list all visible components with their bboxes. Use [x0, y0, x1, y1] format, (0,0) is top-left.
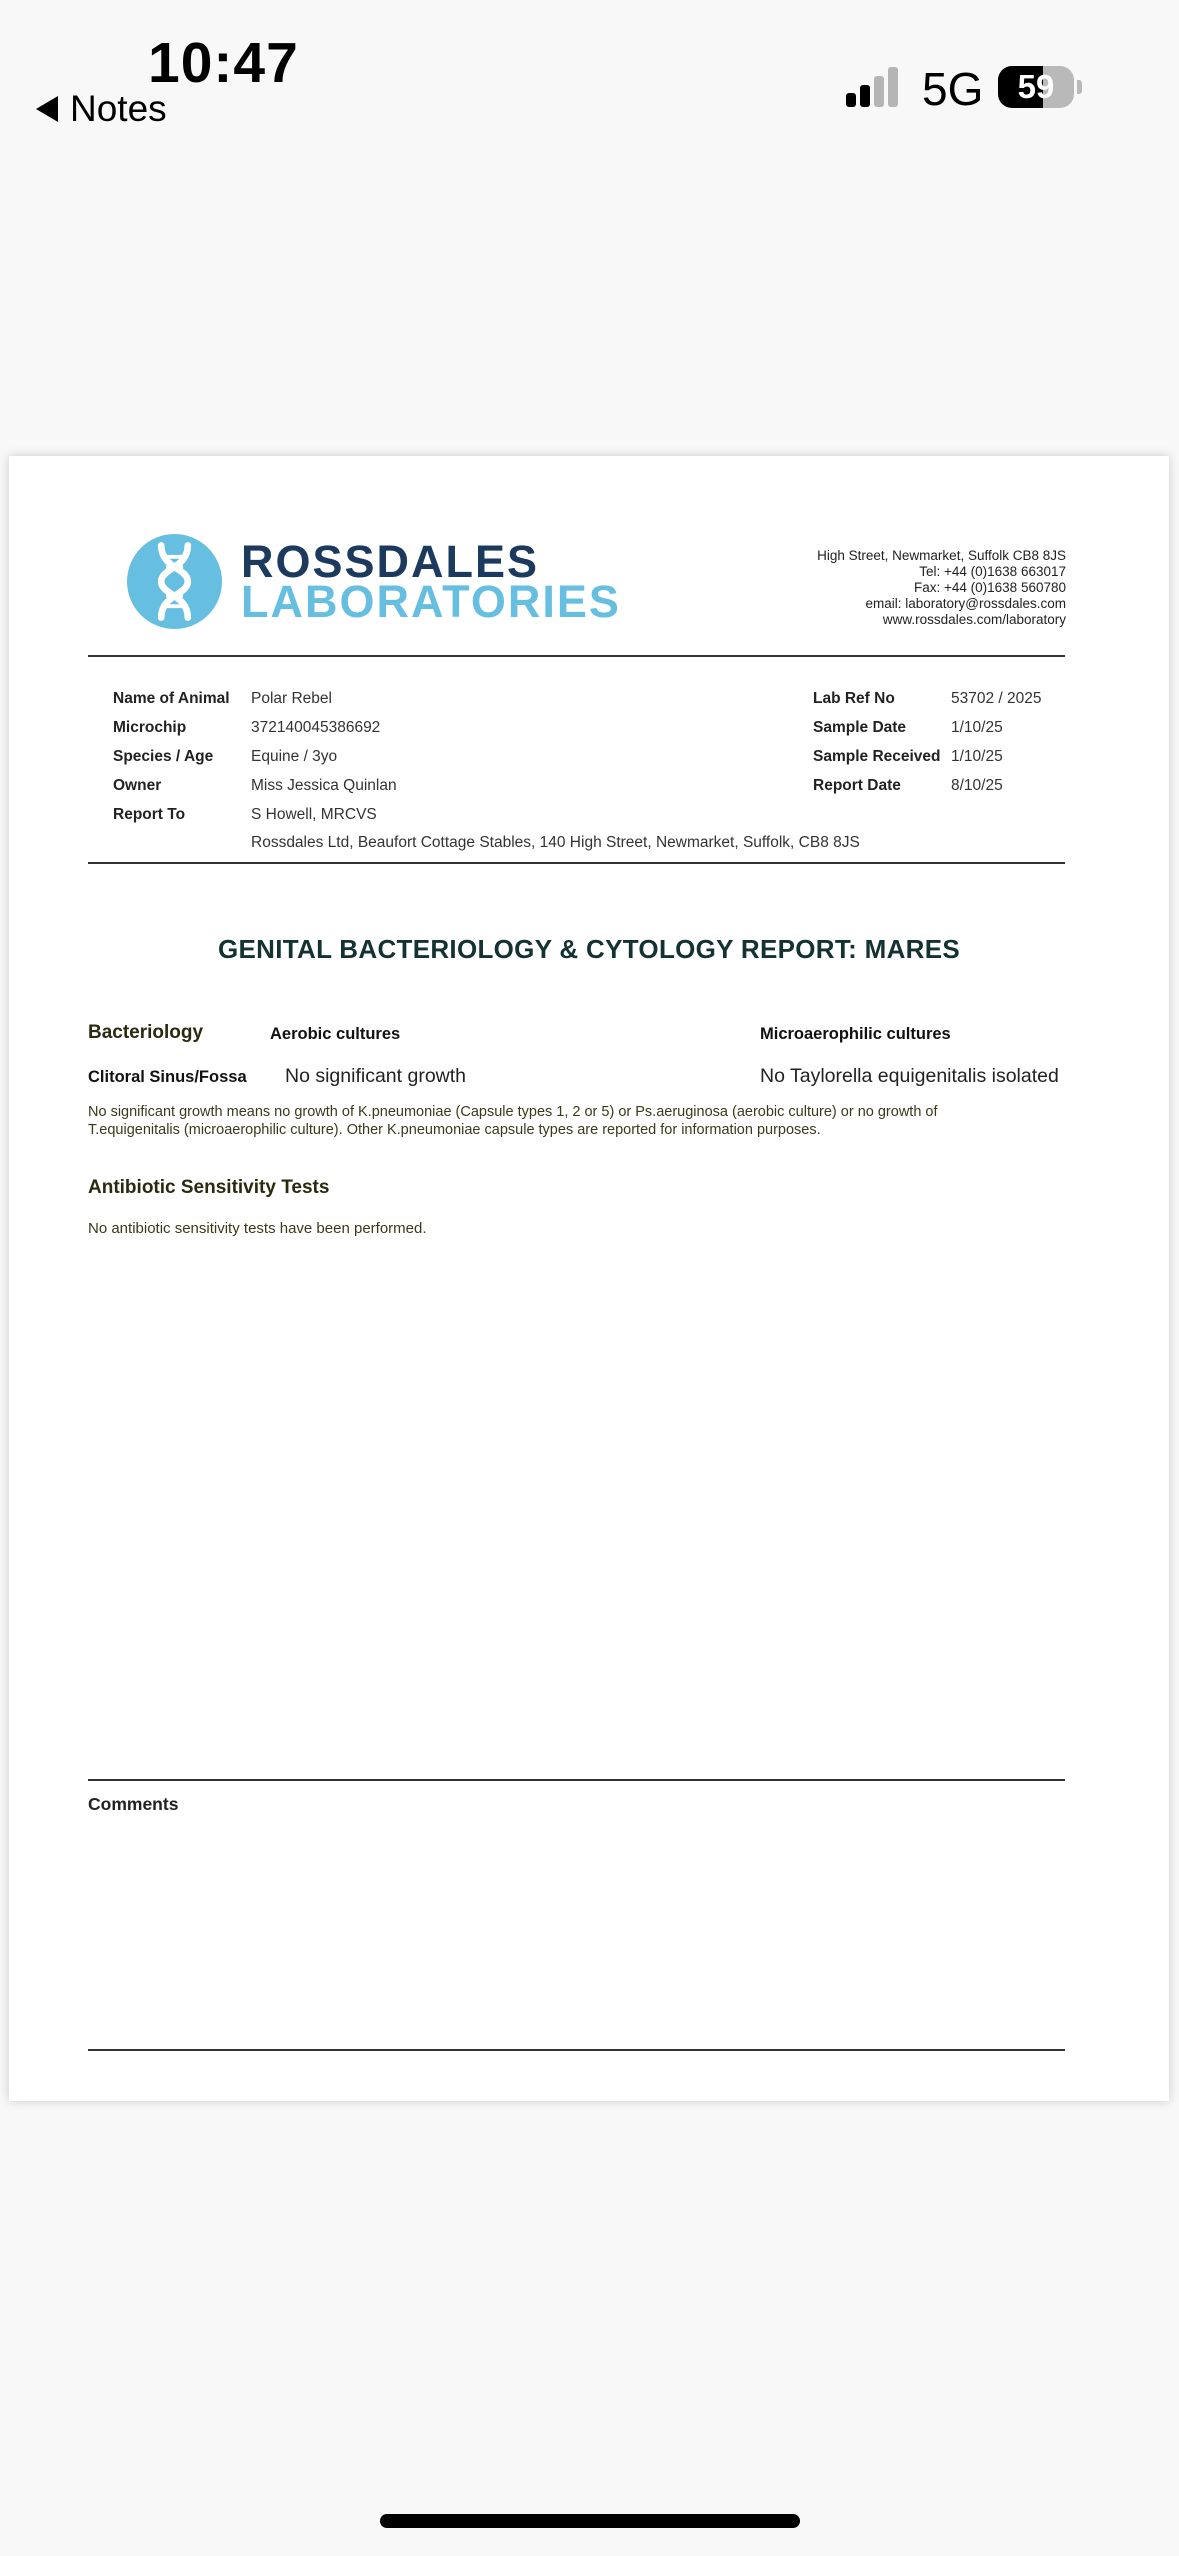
report-title: GENITAL BACTERIOLOGY & CYTOLOGY REPORT: MARES [217, 934, 961, 964]
report-date-value: 8/10/25 [951, 777, 1003, 794]
report-page [9, 456, 1169, 2101]
back-label: Notes [70, 88, 167, 129]
address-line: High Street, Newmarket, Suffolk CB8 8JS [817, 548, 1066, 563]
comments-heading: Comments [88, 1794, 179, 1814]
battery-nub [1077, 80, 1082, 94]
species-value: Equine / 3yo [251, 748, 338, 765]
info-divider [88, 862, 1065, 864]
microchip-value: 372140045386692 [251, 719, 381, 736]
lab-address [817, 548, 1066, 628]
animal-name: Polar Rebel [251, 690, 332, 707]
header-divider [88, 655, 1065, 657]
report-to-value: S Howell, MRCVS [251, 806, 377, 823]
network-type: 5G [922, 63, 984, 115]
name-label: Name of Animal [113, 690, 230, 707]
brand-subtitle: LABORATORIES [241, 576, 621, 627]
lab-ref-value: 53702 / 2025 [951, 690, 1042, 707]
address-email[interactable]: email: laboratory@rossdales.com [865, 596, 1066, 611]
address-website[interactable]: www.rossdales.com/laboratory [882, 612, 1066, 627]
aerobic-header: Aerobic cultures [270, 1025, 401, 1043]
owner-label: Owner [113, 777, 162, 794]
note-line: No significant growth means no growth of K.pneumoniae (Capsule types 1, 2 or 5) or Ps.aeruginosa (aerobic culture) or no growth of [88, 1104, 938, 1120]
antibiotic-text: No antibiotic sensitivity tests have been performed. [88, 1220, 427, 1237]
back-arrow-icon [36, 96, 58, 122]
sample-received-label: Sample Received [813, 748, 941, 765]
address-fax: Fax: +44 (0)1638 560780 [914, 580, 1066, 595]
note-line: T.equigenitalis (microaerophilic culture). Other K.pneumoniae capsule types are reported for information purposes. [88, 1122, 821, 1138]
sample-received-value: 1/10/25 [951, 748, 1003, 765]
back-to-notes-button[interactable] [36, 88, 167, 130]
bacteriology-heading: Bacteriology [88, 1022, 204, 1043]
comments-divider [88, 1779, 1065, 1781]
microchip-label: Microchip [113, 719, 187, 736]
status-time: 10:47 [148, 31, 299, 95]
species-label: Species / Age [113, 748, 214, 765]
antibiotic-heading: Antibiotic Sensitivity Tests [88, 1177, 330, 1198]
battery-percent: 59 [1017, 68, 1055, 105]
microaerophilic-header: Microaerophilic cultures [760, 1025, 951, 1043]
microaerophilic-result: No Taylorella equigenitalis isolated [760, 1065, 1059, 1087]
dna-helix-icon [127, 534, 222, 629]
address-phone: Tel: +44 (0)1638 663017 [919, 564, 1066, 579]
report-to-label: Report To [113, 806, 186, 823]
bacteriology-note [88, 1103, 1048, 1139]
brand-name: ROSSDALES [241, 536, 540, 587]
report-to-address: Rossdales Ltd, Beaufort Cottage Stables, 140 High Street, Newmarket, Suffolk, CB8 8JS [251, 834, 860, 851]
cellular-signal-icon [846, 67, 906, 107]
footer-divider [88, 2049, 1065, 2051]
report-date-label: Report Date [813, 777, 901, 794]
lab-ref-label: Lab Ref No [813, 690, 895, 707]
sample-site: Clitoral Sinus/Fossa [88, 1068, 247, 1086]
home-indicator[interactable] [380, 2514, 800, 2528]
battery-icon [998, 66, 1074, 108]
sample-date-label: Sample Date [813, 719, 907, 736]
sample-date-value: 1/10/25 [951, 719, 1003, 736]
owner-value: Miss Jessica Quinlan [251, 777, 397, 794]
aerobic-result: No significant growth [285, 1065, 467, 1087]
